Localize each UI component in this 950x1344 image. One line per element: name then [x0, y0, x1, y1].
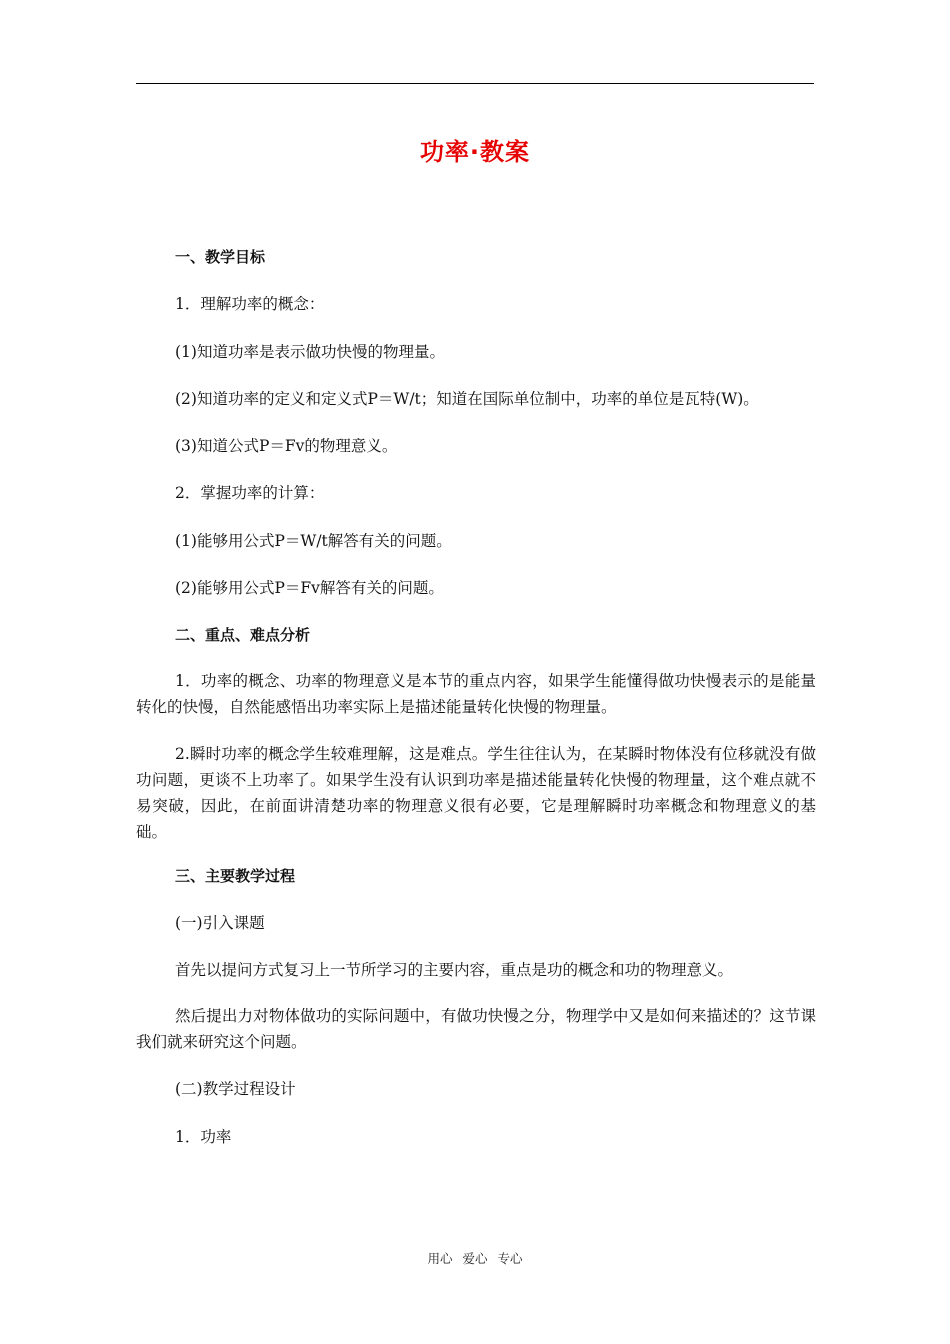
intro-paragraph-1: 首先以提问方式复习上一节所学习的主要内容，重点是功的概念和功的物理意义。 [175, 961, 734, 979]
objective-1-3: (3)知道公式P＝Fv的物理意义。 [175, 437, 398, 455]
objective-2-1: (1)能够用公式P＝W/t解答有关的问题。 [175, 532, 452, 550]
page-title: 功率·教案 [419, 138, 531, 166]
subsection-design: (二)教学过程设计 [175, 1080, 296, 1098]
objective-1-1: (1)知道功率是表示做功快慢的物理量。 [175, 343, 445, 361]
section-3-heading: 三、主要教学过程 [175, 867, 296, 885]
objective-2-2: (2)能够用公式P＝Fv解答有关的问题。 [175, 579, 444, 597]
objective-1: 1．理解功率的概念： [175, 295, 325, 313]
section-1-heading: 一、教学目标 [175, 248, 266, 266]
header-rule [136, 83, 814, 84]
item-power: 1．功率 [175, 1128, 232, 1146]
page-footer: 用心 爱心 专心 [427, 1251, 523, 1266]
intro-paragraph-2: 然后提出力对物体做功的实际问题中，有做功快慢之分，物理学中又是如何来描述的？这节课我们就来研究这个问题。 [136, 1007, 816, 1051]
key-point-paragraph: 1．功率的概念、功率的物理意义是本节的重点内容，如果学生能懂得做功快慢表示的是能量转化的快慢，自然能感悟出功率实际上是描述能量转化快慢的物理量。 [136, 672, 816, 716]
subsection-intro: (一)引入课题 [175, 914, 265, 932]
difficulty-paragraph: 2.瞬时功率的概念学生较难理解，这是难点。学生往往认为，在某瞬时物体没有位移就没有做功问题，更谈不上功率了。如果学生没有认识到功率是描述能量转化快慢的物理量，这个难点就不易突破，因此，在前面讲清楚功率的物理意义很有必要，它是理解瞬时功率概念和物理意义的基础。 [136, 745, 816, 841]
objective-2: 2．掌握功率的计算： [175, 484, 325, 502]
objective-1-2: (2)知道功率的定义和定义式P＝W/t；知道在国际单位制中，功率的单位是瓦特(W)。 [175, 390, 759, 408]
section-2-heading: 二、重点、难点分析 [175, 626, 311, 644]
